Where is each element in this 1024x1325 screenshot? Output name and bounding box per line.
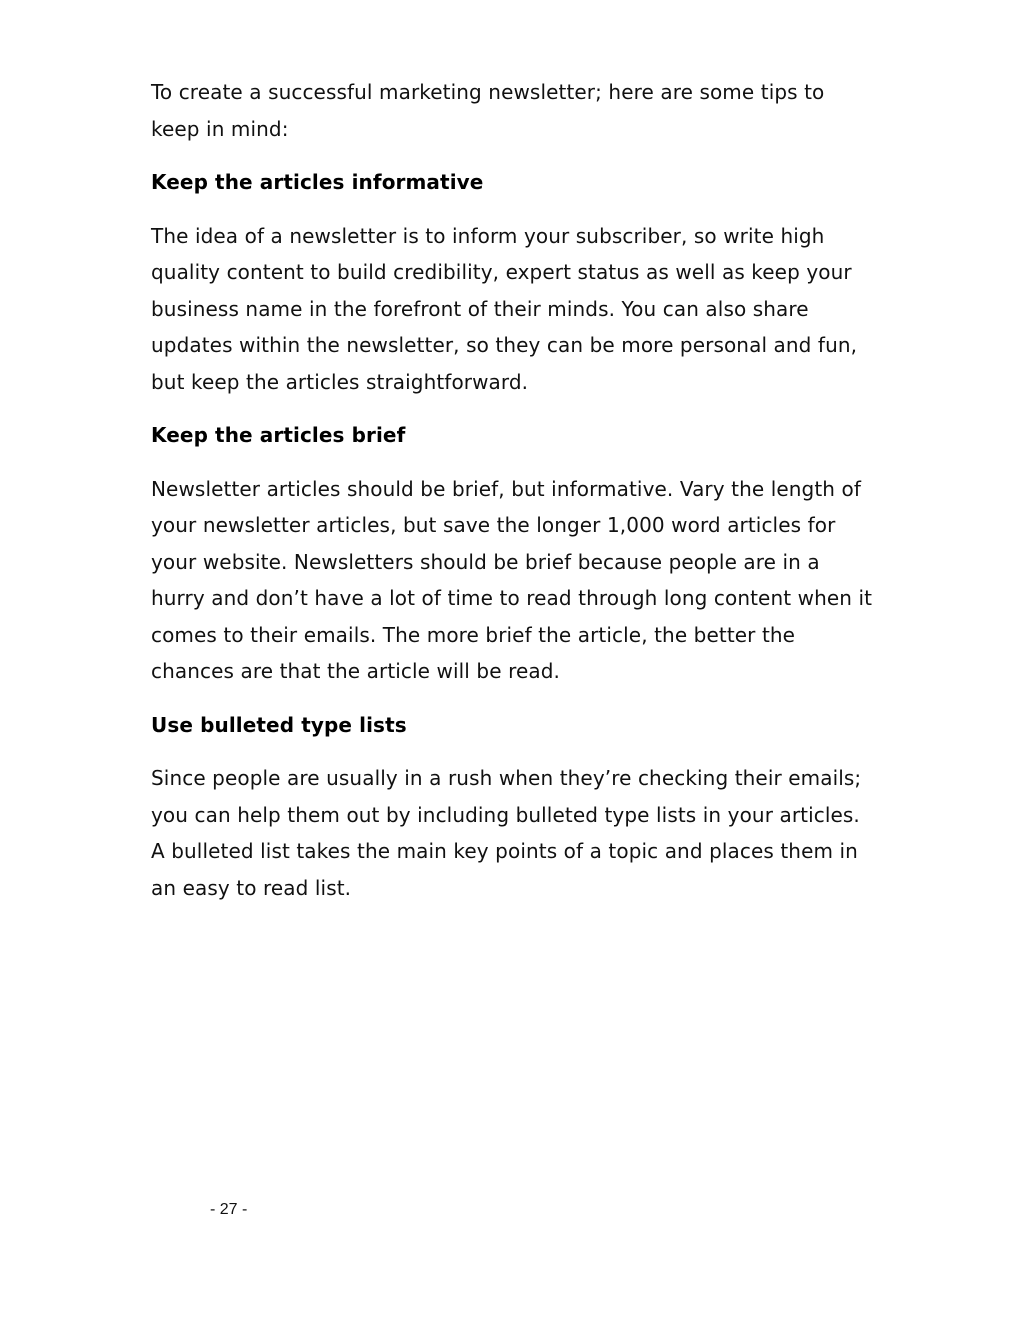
section-body-informative: The idea of a newsletter is to inform your subscriber, so write high quality content to build credibility, expert status as well as keep your business name in the forefront of their minds. You can also share updates within the newsletter, so they can be more personal and fun, but keep the articles straightforward. [151, 223, 858, 394]
section-heading-informative: Keep the articles informative [151, 170, 484, 194]
section-heading-bulleted-lists: Use bulleted type lists [151, 712, 407, 737]
section-body-bulleted-lists: Since people are usually in a rush when they’re checking their emails; you can help them out by including bulleted type lists in your articles. A bulleted list takes the main key points of a topic and places them in an easy to read list. [151, 766, 862, 900]
intro-paragraph: To create a successful marketing newsletter; here are some tips to keep in mind: [151, 80, 825, 141]
page-content [151, 74, 881, 923]
section-heading-brief: Keep the articles brief [151, 423, 406, 447]
page-number: - 27 - [210, 1201, 248, 1218]
section-body-brief: Newsletter articles should be brief, but informative. Vary the length of your newsletter articles, but save the longer 1,000 word articles for your website. Newsletters should be brief because people are in a hurry and don’t have a lot of time to read through long content when it comes to their emails. The more brief the article, the better the chances are that the article will be read. [151, 476, 873, 683]
